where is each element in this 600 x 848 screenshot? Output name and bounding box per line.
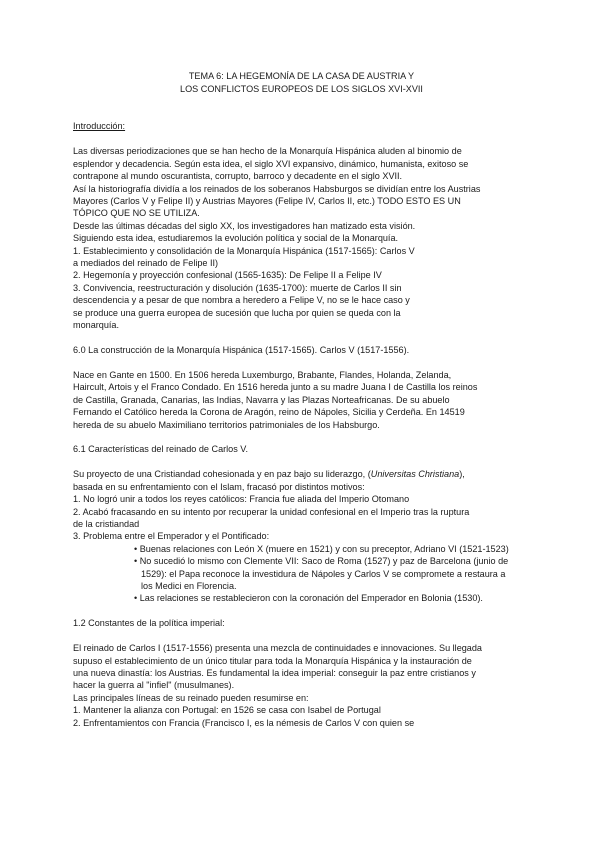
- section-6-0-heading: 6.0 La construcción de la Monarquía Hispánica (1517-1565). Carlos V (1517-1556).: [73, 344, 410, 355]
- s61-line: 2. Acabó fracasando en su intento por recuperar la unidad confesional en el Imperio tras la ruptura: [73, 506, 470, 517]
- s60-line: Fernando el Católico hereda la Corona de Aragón, reino de Nápoles, Sicilia y Cerdeña. En 14519: [73, 407, 465, 418]
- s61-line1-pre: Su proyecto de una Cristiandad cohesionada y en paz bajo su liderazgo, (: [73, 469, 371, 480]
- s12-line: El reinado de Carlos I (1517-1556) presenta una mezcla de continuidades e innovaciones. Su llegada: [73, 643, 482, 654]
- s61-bullet-cont: los Medici en Florencia.: [141, 581, 237, 591]
- intro-line: Desde las últimas décadas del siglo XX, los investigadores han matizado esta visión.: [73, 220, 416, 231]
- intro-line: esplendor y decadencia. Según esta idea, el siglo XVI expansivo, dinámico, humanista, exitoso se: [73, 158, 469, 169]
- s12-line: Las principales líneas de su reinado pueden resumirse en:: [73, 692, 309, 703]
- s12-line: 2. Enfrentamientos con Francia (Francisco I, es la némesis de Carlos V con quien se: [73, 717, 415, 728]
- section-1-2-paragraph: [73, 642, 530, 729]
- s61-bullet-cont: 1529): el Papa reconoce la investidura de Nápoles y Carlos V se compromete a restaura a: [141, 568, 506, 579]
- s60-line: Haircult, Artois y el Franco Condado. En 1516 hereda junto a su madre Juana I de Castilla los reinos: [73, 382, 478, 393]
- intro-line: 2. Hegemonía y proyección confesional (1565-1635): De Felipe II a Felipe IV: [73, 270, 382, 281]
- s60-line: hereda de su abuelo Maximiliano territorios patrimoniales de los Habsburgo.: [73, 419, 380, 430]
- intro-line: 1. Establecimiento y consolidación de la Monarquía Hispánica (1517-1565): Carlos V: [73, 245, 415, 256]
- intro-line: monarquía.: [73, 320, 120, 331]
- s61-line1-post: ),: [459, 469, 465, 480]
- s12-line: hacer la guerra al "infiel" (musulmanes).: [73, 680, 235, 691]
- intro-line: TÓPICO QUE NO SE UTILIZA.: [73, 208, 200, 219]
- title-line-1: TEMA 6: LA HEGEMONÍA DE LA CASA DE AUSTRIA Y: [188, 71, 415, 81]
- s61-bullet: • Las relaciones se restablecieron con la coronación del Emperador en Bolonia (1530).: [134, 593, 483, 604]
- s61-line: de la cristiandad: [73, 518, 140, 529]
- universitas-christiana: Universitas Christiana: [370, 469, 460, 480]
- intro-line: Las diversas periodizaciones que se han hecho de la Monarquía Hispánica aluden al binomio de: [73, 146, 462, 157]
- intro-heading: Introducción:: [73, 121, 126, 131]
- section-1-2-heading: 1.2 Constantes de la política imperial:: [73, 617, 225, 628]
- intro-paragraph: [73, 145, 530, 331]
- s61-line: basada en su enfrentamiento con el Islam, fracasó por distintos motivos:: [73, 481, 365, 492]
- document-title: [73, 70, 530, 96]
- intro-line: 3. Convivencia, reestructuración y disolución (1635-1700): muerte de Carlos II sin: [73, 282, 402, 293]
- s61-line: 3. Problema entre el Emperador y el Pontificado:: [73, 531, 270, 542]
- s60-line: Nace en Gante en 1500. En 1506 hereda Luxemburgo, Brabante, Flandes, Holanda, Zelanda,: [73, 369, 452, 380]
- s12-line: 1. Mantener la alianza con Portugal: en 1526 se casa con Isabel de Portugal: [73, 705, 381, 716]
- section-6-1-paragraph: [73, 468, 530, 604]
- intro-line: a mediados del reinado de Felipe II): [73, 258, 219, 269]
- intro-line: Mayores (Carlos V y Felipe II) y Austrias Mayores (Felipe IV, Carlos II, etc.) TODO ESTO ES UN: [73, 196, 461, 207]
- s12-line: supuso el establecimiento de un único titular para toda la Monarquía Hispánica y la instauración de: [73, 655, 472, 666]
- intro-line: descendencia y a pesar de que nombra a heredero a Felipe V, no se le hace caso y: [73, 295, 410, 306]
- intro-line: Así la historiografía dividía a los reinados de los soberanos Habsburgos se dividían entre los Austrias: [73, 183, 481, 194]
- section-6-1-heading: 6.1 Características del reinado de Carlos V.: [73, 443, 249, 454]
- s61-bullet: • Buenas relaciones con León X (muere en 1521) y con su preceptor, Adriano VI (1521-1523): [134, 543, 509, 554]
- intro-line: se produce una guerra europea de sucesión que lucha por quien se queda con la: [73, 307, 401, 318]
- s61-line: 1. No logró unir a todos los reyes católicos: Francia fue aliada del Imperio Otomano: [73, 494, 410, 505]
- s12-line: una nueva dinastía: los Austrias. Es fundamental la idea imperial: conseguir la paz entre cristianos y: [73, 668, 476, 679]
- title-line-2: LOS CONFLICTOS EUROPEOS DE LOS SIGLOS XVI-XVII: [180, 84, 423, 94]
- s60-line: de Castilla, Granada, Canarias, las Indias, Navarra y las Plazas Norteafricanas. De su abuelo: [73, 394, 450, 405]
- s61-bullet: • No sucedió lo mismo con Clemente VII: Saco de Roma (1527) y paz de Barcelona (junio de: [134, 556, 509, 567]
- intro-line: contrapone al mundo oscurantista, corrupto, barroco y decadente en el siglo XVII.: [73, 171, 403, 182]
- intro-line: Siguiendo esta idea, estudiaremos la evolución política y social de la Monarquía.: [73, 233, 399, 244]
- section-6-0-paragraph: [73, 369, 530, 431]
- s61-line: [73, 468, 530, 480]
